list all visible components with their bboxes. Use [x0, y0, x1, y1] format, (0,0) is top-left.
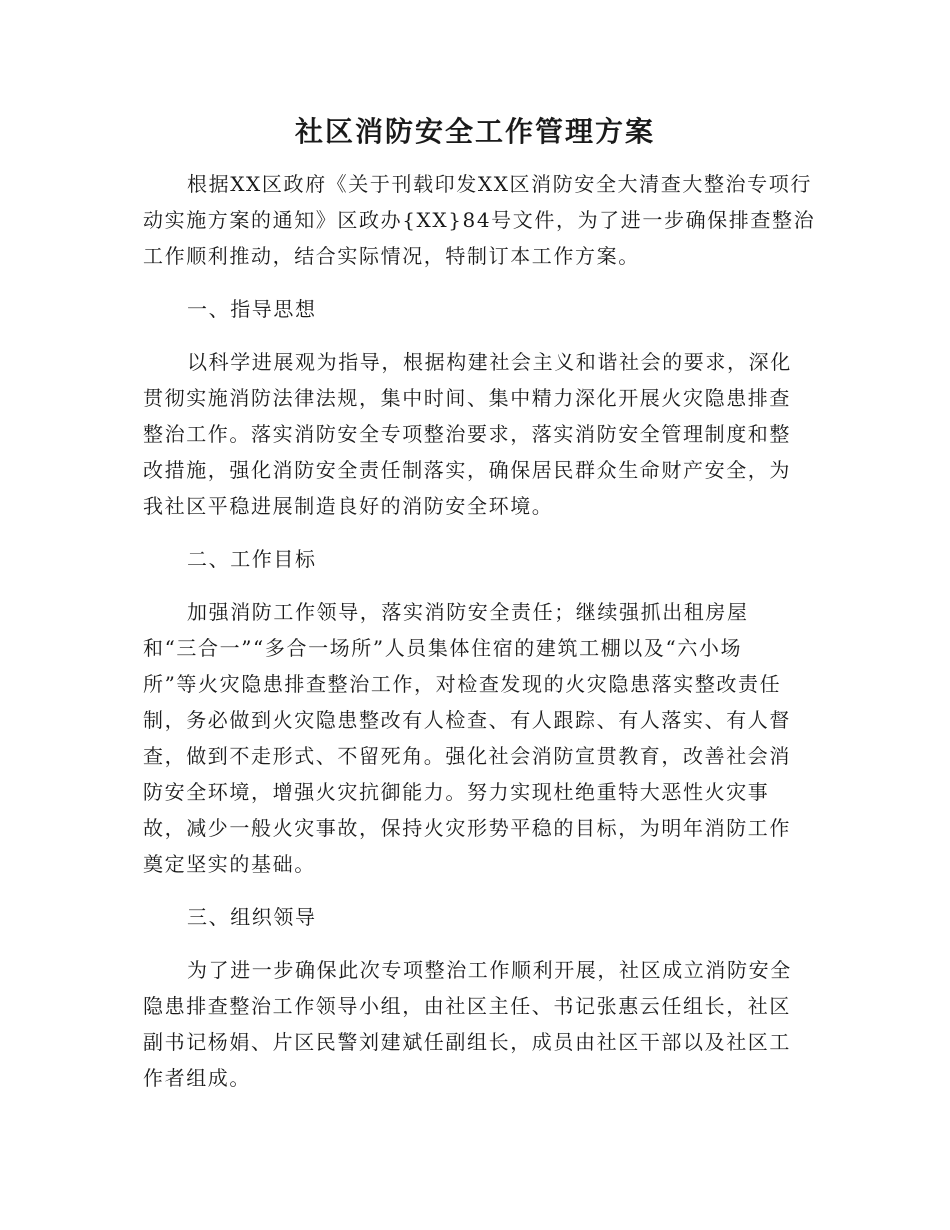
section2-line: 所”等火灾隐患排查整治工作，对检查发现的火灾隐患落实整改责任	[143, 672, 782, 696]
section3-line: 为了进一步确保此次专项整治工作顺利开展，社区成立消防安全	[187, 958, 792, 982]
section2-line: 防安全环境，增强火灾抗御能力。努力实现杜绝重特大恶性火灾事	[143, 780, 770, 804]
section1-line: 贯彻实施消防法律法规，集中时间、集中精力深化开展火灾隐患排查	[143, 386, 791, 410]
section3-line: 作者组成。	[143, 1066, 251, 1090]
section-heading-work-goals: 二、工作目标	[187, 547, 317, 571]
section2-line: 加强消防工作领导，落实消防安全责任；继续强抓出租房屋	[187, 600, 749, 624]
intro-line: 根据XX区政府《关于刊载印发XX区消防安全大清查大整治专项行	[187, 172, 812, 196]
section3-line: 副书记杨娟、片区民警刘建斌任副组长，成员由社区干部以及社区工	[143, 1030, 791, 1054]
section1-line: 改措施，强化消防安全责任制落实，确保居民群众生命财产安全，为	[143, 458, 791, 482]
intro-line: 工作顺利推动，结合实际情况，特制订本工作方案。	[143, 244, 640, 268]
intro-line: 动实施方案的通知》区政办{XX}84号文件，为了进一步确保排查整治	[143, 208, 816, 232]
section-heading-guiding-ideology: 一、指导思想	[187, 297, 317, 321]
document-title: 社区消防安全工作管理方案	[294, 115, 655, 148]
section1-line: 整治工作。落实消防安全专项整治要求，落实消防安全管理制度和整	[143, 422, 791, 446]
section3-line: 隐患排查整治工作领导小组，由社区主任、书记张惠云任组长，社区	[143, 994, 791, 1018]
section2-line: 奠定坚实的基础。	[143, 852, 316, 876]
section2-line: 和“三合一”“多合一场所”人员集体住宿的建筑工棚以及“六小场	[143, 636, 743, 660]
section2-line: 故，减少一般火灾事故，保持火灾形势平稳的目标，为明年消防工作	[143, 816, 791, 840]
section1-line: 我社区平稳进展制造良好的消防安全环境。	[143, 494, 554, 518]
document-body	[143, 166, 816, 1096]
section2-line: 制，务必做到火灾隐患整改有人检查、有人跟踪、有人落实、有人督	[143, 708, 791, 732]
section1-line: 以科学进展观为指导，根据构建社会主义和谐社会的要求，深化	[187, 350, 792, 374]
section-heading-organization-leadership: 三、组织领导	[187, 905, 317, 929]
section2-line: 查，做到不走形式、不留死角。强化社会消防宣贯教育，改善社会消	[143, 744, 791, 768]
